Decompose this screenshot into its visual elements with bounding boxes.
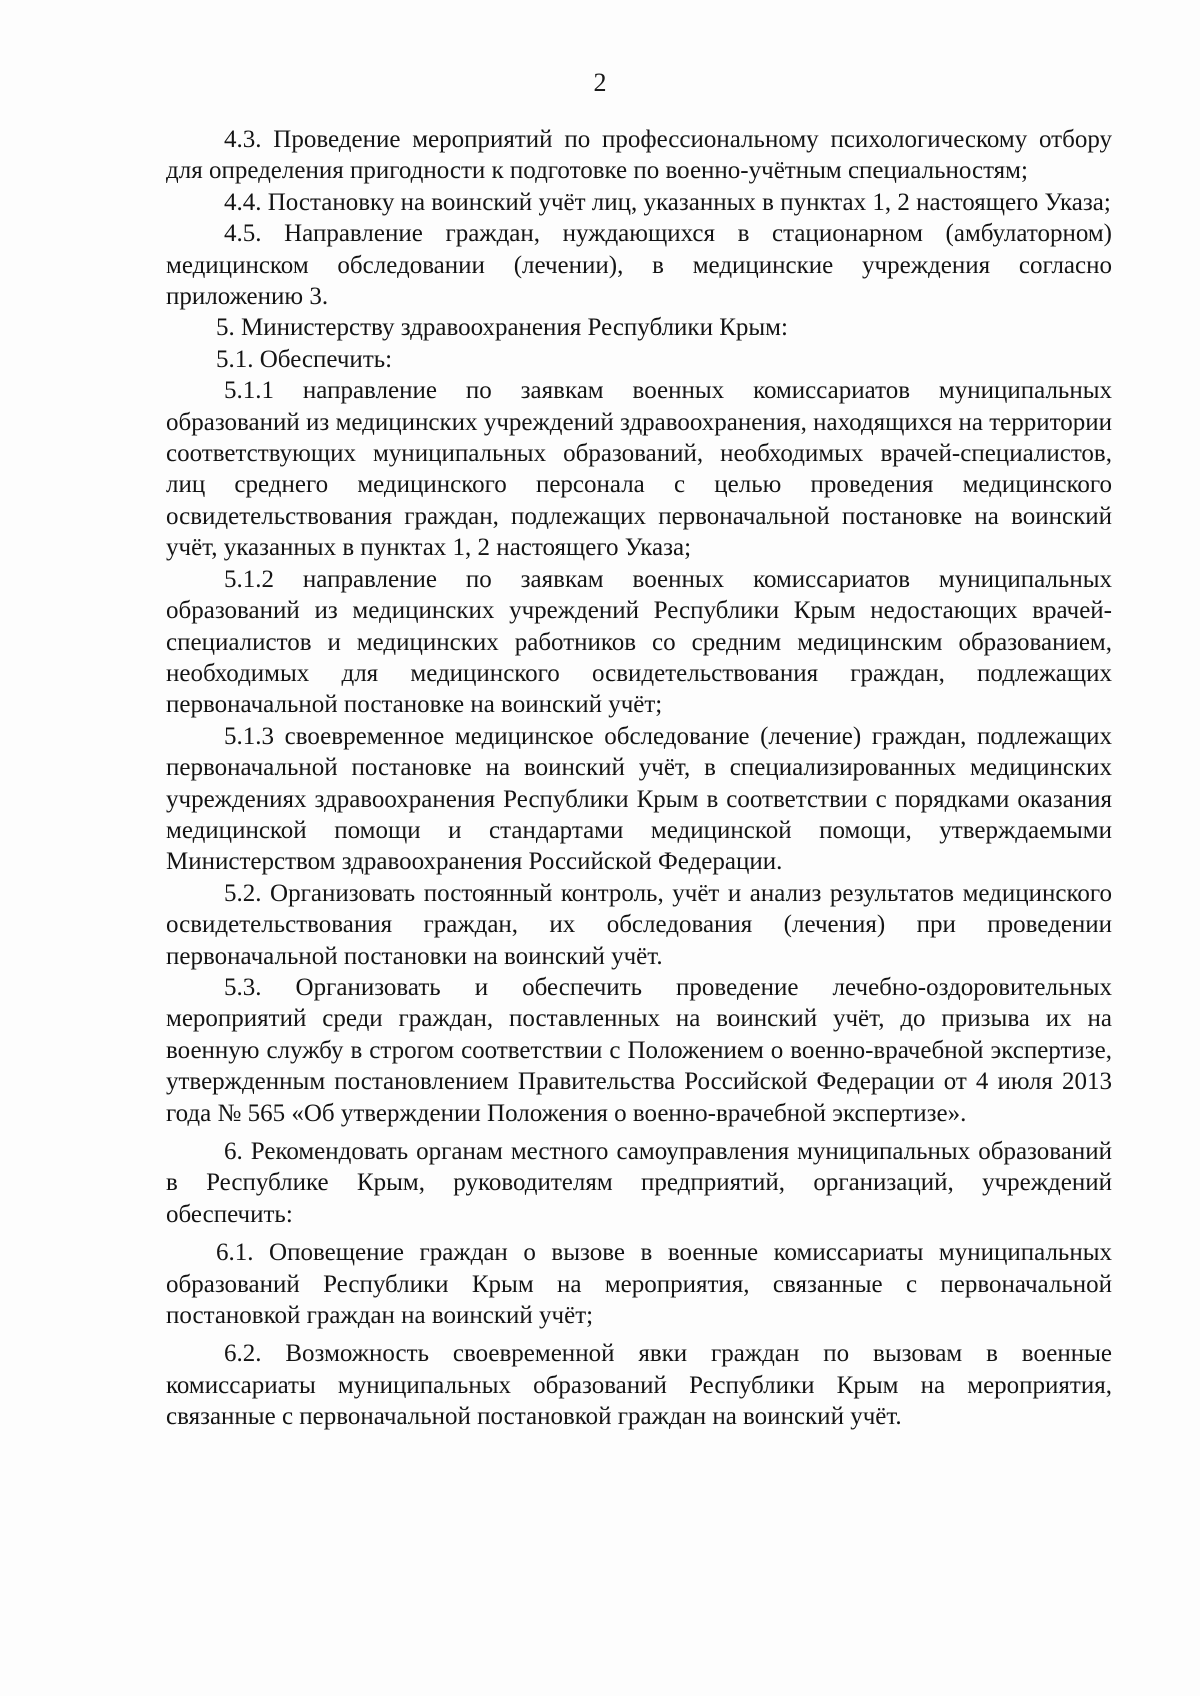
paragraph-4-3: 4.3. Проведение мероприятий по профессиональному психологическому отбору для определения пригодности к подготовке по военно-учётным специальностям; (166, 126, 1112, 185)
paragraph-6-2: 6.2. Возможность своевременной явки граждан по вызовам в военные комиссариаты муниципальных образований Республики Крым на мероприятия, связанные с первоначальной постановкой граждан на воинский учёт. (166, 1340, 1112, 1431)
paragraph-5-1-3: 5.1.3 своевременное медицинское обследование (лечение) граждан, подлежащих первоначальной постановке на воинский учёт, в специализированных медицинских учреждениях здравоохранения Республики Крым в соответствии с порядками оказания медицинской помощи и стандартами медицинской помощи, утверждаемыми Министерством здравоохранения Российской Федерации. (166, 722, 1112, 876)
paragraph-5-1-2: 5.1.2 направление по заявкам военных комиссариатов муниципальных образований из медицинских учреждений Республики Крым недостающих врачей-специалистов и медицинских работников со средним медицинским образованием, необходимых для медицинского освидетельствования граждан, подлежащих первоначальной постановке на воинский учёт; (166, 565, 1112, 719)
paragraph-5: 5. Министерству здравоохранения Республики Крым: (216, 314, 788, 342)
paragraph-5-2: 5.2. Организовать постоянный контроль, учёт и анализ результатов медицинского освидетельствования граждан, их обследования (лечения) при проведении первоначальной постановки на воинский учёт. (166, 879, 1112, 970)
document-body (166, 124, 1112, 1433)
page-number: 2 (593, 68, 607, 97)
paragraph-4-5: 4.5. Направление граждан, нуждающихся в стационарном (амбулаторном) медицинском обследовании (лечении), в медицинские учреждения согласно приложению 3. (166, 220, 1112, 311)
paragraph-6: 6. Рекомендовать органам местного самоуправления муниципальных образований в Республике Крым, руководителям предприятий, организаций, учреждений обеспечить: (166, 1138, 1112, 1228)
paragraph-5-1-1: 5.1.1 направление по заявкам военных комиссариатов муниципальных образований из медицинских учреждений здравоохранения, находящихся на территории соответствующих муниципальных образований, необходимых врачей-специалистов, лиц среднего медицинского персонала с целью проведения медицинского освидетельствования граждан, подлежащих первоначальной постановке на воинский учёт, указанных в пунктах 1, 2 настоящего Указа; (166, 377, 1112, 562)
paragraph-4-4: 4.4. Постановку на воинский учёт лиц, указанных в пунктах 1, 2 настоящего Указа; (224, 188, 1111, 216)
paragraph-6-1: 6.1. Оповещение граждан о вызове в военные комиссариаты муниципальных образований Республики Крым на мероприятия, связанные с первоначальной постановкой граждан на воинский учёт; (166, 1239, 1112, 1330)
paragraph-5-3: 5.3. Организовать и обеспечить проведение лечебно-оздоровительных мероприятий среди граждан, поставленных на воинский учёт, до призыва их на военную службу в строгом соответствии с Положением о военно-врачебной экспертизе, утвержденным постановлением Правительства Российской Федерации от 4 июля 2013 года № 565 «Об утверждении Положения о военно-врачебной экспертизе». (166, 973, 1112, 1127)
paragraph-5-1: 5.1. Обеспечить: (216, 345, 393, 373)
